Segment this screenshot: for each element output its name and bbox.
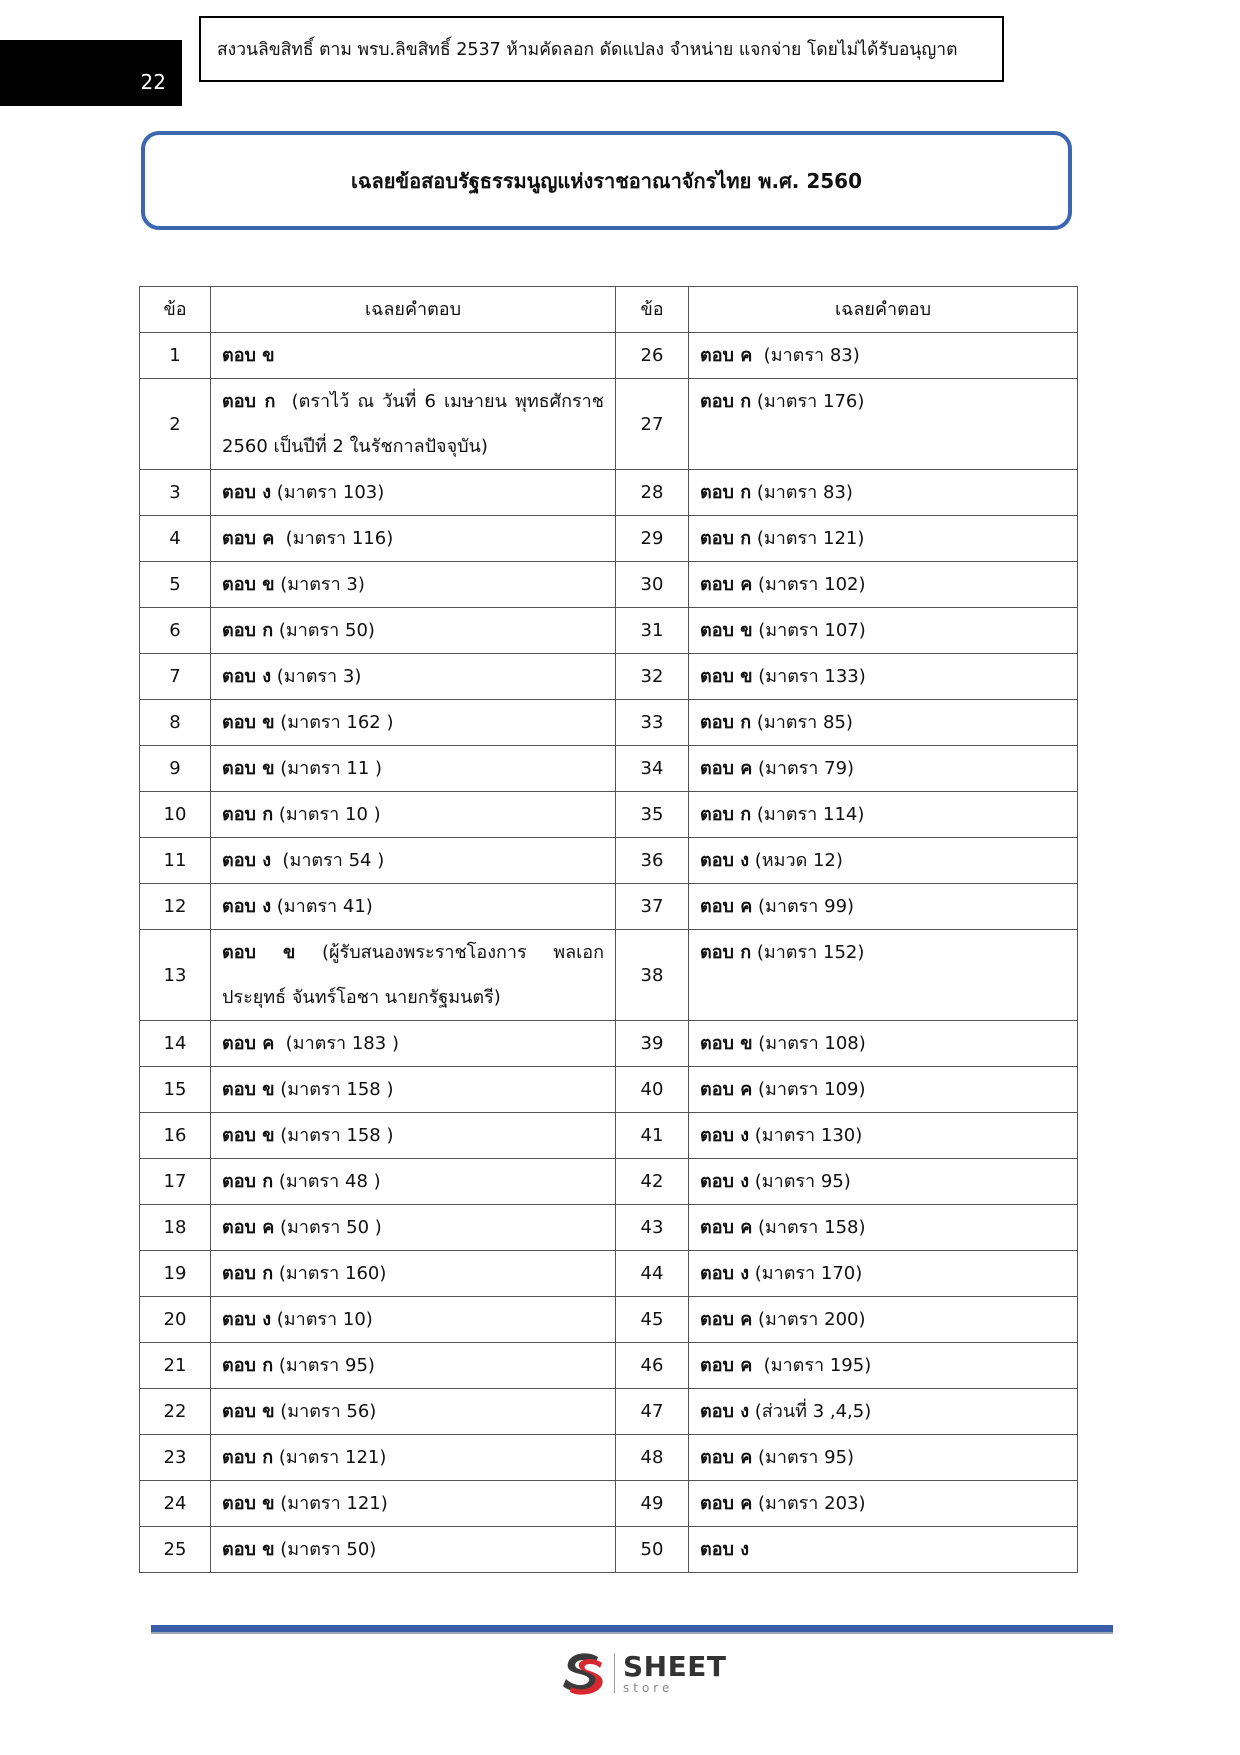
answer-choice: ตอบ ก [700, 804, 752, 825]
answer-cell [211, 700, 616, 746]
answer-reference: (มาตรา 54 ) [270, 850, 385, 871]
answer-reference: (มาตรา 83) [752, 345, 860, 366]
column-header-number: ข้อ [616, 287, 689, 333]
answer-choice: ตอบ ค [700, 1079, 753, 1100]
answer-choice: ตอบ ง [222, 896, 271, 917]
question-number: 24 [140, 1481, 211, 1527]
answer-choice: ตอบ ค [222, 528, 275, 549]
answer-choice: ตอบ ง [700, 1401, 749, 1422]
answer-choice: ตอบ ง [700, 1263, 749, 1284]
question-number: 28 [616, 470, 689, 516]
copyright-notice: สงวนลิขสิทธิ์ ตาม พรบ.ลิขสิทธิ์ 2537 ห้ามคัดลอก ดัดแปลง จำหน่าย แจกจ่าย โดยไม่ได้รับอนุญาต [217, 40, 958, 60]
answer-cell [211, 1021, 616, 1067]
answer-cell [689, 1067, 1078, 1113]
question-number: 1 [140, 333, 211, 379]
answer-reference: (มาตรา 95) [273, 1355, 375, 1376]
answer-reference: (หมวด 12) [748, 850, 843, 871]
question-number: 38 [616, 930, 689, 1021]
answer-cell [689, 1251, 1078, 1297]
answer-cell [211, 1343, 616, 1389]
question-number: 32 [616, 654, 689, 700]
answer-choice: ตอบ ก [222, 1447, 274, 1468]
table-row [140, 1113, 1078, 1159]
answer-reference: (มาตรา 158 ) [274, 1079, 394, 1100]
answer-reference: (ผู้รับสนองพระราชโองการ พลเอก ประยุทธ์ จันทร์โอชา นายกรัฐมนตรี) [222, 942, 610, 1008]
answer-choice: ตอบ ค [222, 1217, 275, 1238]
answer-cell [689, 562, 1078, 608]
answer-choice: ตอบ ก [222, 620, 274, 641]
answer-reference: (มาตรา 10 ) [273, 804, 381, 825]
question-number: 50 [616, 1527, 689, 1573]
question-number: 34 [616, 746, 689, 792]
answer-cell [689, 1297, 1078, 1343]
answer-choice: ตอบ ค [700, 345, 753, 366]
answer-reference: (มาตรา 95) [752, 1447, 855, 1468]
answer-choice: ตอบ ข [222, 712, 275, 733]
answer-choice: ตอบ ก [222, 804, 274, 825]
answer-cell [211, 1205, 616, 1251]
answer-reference: (มาตรา 130) [748, 1125, 863, 1146]
answer-reference: (มาตรา 121) [273, 1447, 387, 1468]
answer-choice: ตอบ ก [222, 1171, 274, 1192]
answer-choice: ตอบ ก [222, 391, 276, 412]
table-row [140, 608, 1078, 654]
answer-cell [689, 1389, 1078, 1435]
answer-reference: (มาตรา 11 ) [274, 758, 383, 779]
answer-reference: (มาตรา 176) [751, 391, 865, 412]
answer-choice: ตอบ ง [700, 1171, 749, 1192]
sheet-store-logo-icon [558, 1648, 608, 1698]
answer-key-table [139, 286, 1078, 1573]
table-row [140, 1067, 1078, 1113]
column-header-answer: เฉลยคำตอบ [211, 287, 616, 333]
question-number: 29 [616, 516, 689, 562]
answer-choice: ตอบ ค [700, 1355, 753, 1376]
answer-cell [211, 1067, 616, 1113]
answer-cell [689, 746, 1078, 792]
answer-reference: (มาตรา 102) [752, 574, 866, 595]
answer-choice: ตอบ ง [700, 1539, 749, 1560]
table-row [140, 1297, 1078, 1343]
sheet-store-logo [558, 1648, 726, 1698]
answer-choice: ตอบ ข [222, 1539, 275, 1560]
table-row [140, 1435, 1078, 1481]
table-row [140, 1205, 1078, 1251]
answer-cell [689, 1021, 1078, 1067]
question-number: 42 [616, 1159, 689, 1205]
answer-reference: (ตราไว้ ณ วันที่ 6 เมษายน พุทธศักราช 2560 เป็นปีที่ 2 ในรัชกาลปัจจุบัน) [222, 391, 610, 457]
answer-reference: (มาตรา 103) [270, 482, 385, 503]
table-row [140, 654, 1078, 700]
question-number: 8 [140, 700, 211, 746]
question-number: 44 [616, 1251, 689, 1297]
answer-choice: ตอบ ก [700, 528, 752, 549]
answer-reference: (มาตรา 83) [751, 482, 853, 503]
question-number: 41 [616, 1113, 689, 1159]
answer-reference: (มาตรา 109) [752, 1079, 866, 1100]
question-number: 33 [616, 700, 689, 746]
question-number: 19 [140, 1251, 211, 1297]
answer-cell [211, 1527, 616, 1573]
footer-divider [151, 1625, 1113, 1634]
answer-choice: ตอบ ง [222, 482, 271, 503]
answer-choice: ตอบ ก [700, 482, 752, 503]
question-number: 26 [616, 333, 689, 379]
answer-rows [140, 333, 1078, 1573]
answer-choice: ตอบ ค [700, 574, 753, 595]
answer-cell [689, 470, 1078, 516]
answer-choice: ตอบ ข [222, 758, 275, 779]
title-box [141, 131, 1072, 230]
question-number: 5 [140, 562, 211, 608]
table-row [140, 470, 1078, 516]
page-number-badge [0, 40, 182, 106]
answer-choice: ตอบ ข [222, 1125, 275, 1146]
table-row [140, 1481, 1078, 1527]
question-number: 43 [616, 1205, 689, 1251]
answer-choice: ตอบ ค [700, 1493, 753, 1514]
answer-reference: (มาตรา 50 ) [274, 1217, 382, 1238]
table-row [140, 1159, 1078, 1205]
copyright-header [199, 16, 1004, 82]
answer-reference: (มาตรา 162 ) [274, 712, 394, 733]
answer-reference: (มาตรา 79) [752, 758, 855, 779]
answer-cell [689, 516, 1078, 562]
answer-cell [211, 884, 616, 930]
answer-reference: (มาตรา 3) [274, 574, 365, 595]
answer-cell [211, 1481, 616, 1527]
question-number: 40 [616, 1067, 689, 1113]
answer-choice: ตอบ ค [700, 1309, 753, 1330]
table-row [140, 516, 1078, 562]
answer-cell [211, 1113, 616, 1159]
question-number: 48 [616, 1435, 689, 1481]
answer-reference: (มาตรา 107) [752, 620, 866, 641]
answer-reference: (มาตรา 50) [273, 620, 375, 641]
table-row [140, 562, 1078, 608]
question-number: 18 [140, 1205, 211, 1251]
answer-choice: ตอบ ค [700, 1217, 753, 1238]
question-number: 21 [140, 1343, 211, 1389]
logo-subtitle: store [623, 1680, 674, 1695]
question-number: 11 [140, 838, 211, 884]
answer-reference: (มาตรา 10) [270, 1309, 373, 1330]
answer-reference: (มาตรา 158 ) [274, 1125, 394, 1146]
answer-cell [689, 930, 1078, 1021]
answer-cell [689, 1159, 1078, 1205]
answer-reference: (มาตรา 41) [270, 896, 373, 917]
table-row [140, 792, 1078, 838]
answer-choice: ตอบ ก [222, 1355, 274, 1376]
question-number: 36 [616, 838, 689, 884]
answer-reference: (มาตรา 203) [752, 1493, 866, 1514]
answer-choice: ตอบ ข [222, 1401, 275, 1422]
answer-reference: (มาตรา 152) [751, 942, 865, 963]
question-number: 15 [140, 1067, 211, 1113]
answer-cell [211, 516, 616, 562]
answer-reference: (มาตรา 50) [274, 1539, 377, 1560]
answer-reference: (มาตรา 121) [751, 528, 865, 549]
table-row [140, 1527, 1078, 1573]
answer-choice: ตอบ ข [222, 345, 275, 366]
logo-text [623, 1649, 727, 1695]
question-number: 3 [140, 470, 211, 516]
answer-cell [689, 1435, 1078, 1481]
question-number: 30 [616, 562, 689, 608]
answer-reference: (มาตรา 133) [752, 666, 866, 687]
question-number: 39 [616, 1021, 689, 1067]
table-header-row [140, 287, 1078, 333]
answer-choice: ตอบ ค [700, 1447, 753, 1468]
answer-cell [211, 333, 616, 379]
answer-cell [689, 700, 1078, 746]
answer-cell [211, 792, 616, 838]
answer-cell [689, 1527, 1078, 1573]
answer-cell [211, 608, 616, 654]
answer-choice: ตอบ ง [700, 850, 749, 871]
answer-reference: (มาตรา 158) [752, 1217, 866, 1238]
question-number: 17 [140, 1159, 211, 1205]
answer-cell [211, 838, 616, 884]
answer-cell [689, 654, 1078, 700]
answer-cell [211, 1159, 616, 1205]
answer-cell [689, 333, 1078, 379]
question-number: 13 [140, 930, 211, 1021]
answer-reference: (มาตรา 170) [748, 1263, 863, 1284]
question-number: 10 [140, 792, 211, 838]
answer-choice: ตอบ ค [700, 896, 753, 917]
question-number: 12 [140, 884, 211, 930]
answer-reference: (มาตรา 85) [751, 712, 853, 733]
answer-cell [689, 1205, 1078, 1251]
page-title: เฉลยข้อสอบรัฐธรรมนูญแห่งราชอาณาจักรไทย พ.ศ. 2560 [350, 168, 862, 193]
question-number: 27 [616, 379, 689, 470]
answer-reference: (มาตรา 183 ) [274, 1033, 399, 1054]
answer-choice: ตอบ ข [700, 1033, 753, 1054]
answer-cell [689, 1113, 1078, 1159]
answer-choice: ตอบ ข [700, 620, 753, 641]
answer-choice: ตอบ ง [222, 666, 271, 687]
answer-reference: (มาตรา 121) [274, 1493, 388, 1514]
answer-cell [211, 1297, 616, 1343]
answer-cell [211, 1389, 616, 1435]
answer-reference: (มาตรา 160) [273, 1263, 387, 1284]
question-number: 20 [140, 1297, 211, 1343]
answer-cell [689, 608, 1078, 654]
answer-choice: ตอบ ข [222, 1493, 275, 1514]
table-row [140, 1021, 1078, 1067]
table-row [140, 379, 1078, 470]
answer-choice: ตอบ ข [222, 574, 275, 595]
answer-cell [689, 379, 1078, 470]
logo-divider [614, 1653, 615, 1693]
table-row [140, 884, 1078, 930]
answer-cell [211, 1251, 616, 1297]
question-number: 7 [140, 654, 211, 700]
question-number: 4 [140, 516, 211, 562]
table-row [140, 1251, 1078, 1297]
question-number: 35 [616, 792, 689, 838]
answer-choice: ตอบ ค [700, 758, 753, 779]
answer-choice: ตอบ ข [222, 1079, 275, 1100]
answer-choice: ตอบ ก [700, 942, 752, 963]
answer-reference: (มาตรา 3) [270, 666, 362, 687]
answer-choice: ตอบ ง [222, 850, 271, 871]
answer-reference: (มาตรา 48 ) [273, 1171, 381, 1192]
answer-cell [211, 470, 616, 516]
answer-cell [211, 654, 616, 700]
answer-cell [689, 1343, 1078, 1389]
answer-cell [211, 379, 616, 470]
question-number: 25 [140, 1527, 211, 1573]
question-number: 16 [140, 1113, 211, 1159]
answer-reference: (มาตรา 56) [274, 1401, 377, 1422]
question-number: 22 [140, 1389, 211, 1435]
answer-choice: ตอบ ข [700, 666, 753, 687]
answer-reference: (ส่วนที่ 3 ,4,5) [748, 1401, 872, 1422]
answer-reference: (มาตรา 116) [274, 528, 394, 549]
answer-cell [211, 930, 616, 1021]
answer-choice: ตอบ ก [222, 1263, 274, 1284]
answer-reference: (มาตรา 99) [752, 896, 855, 917]
answer-cell [211, 562, 616, 608]
answer-choice: ตอบ ง [222, 1309, 271, 1330]
answer-choice: ตอบ ง [700, 1125, 749, 1146]
question-number: 46 [616, 1343, 689, 1389]
table-row [140, 746, 1078, 792]
answer-cell [211, 746, 616, 792]
answer-reference: (มาตรา 195) [752, 1355, 872, 1376]
table-row [140, 930, 1078, 1021]
table-row [140, 333, 1078, 379]
table-row [140, 1343, 1078, 1389]
answer-cell [689, 792, 1078, 838]
answer-choice: ตอบ ก [700, 712, 752, 733]
answer-reference: (มาตรา 200) [752, 1309, 866, 1330]
question-number: 31 [616, 608, 689, 654]
answer-cell [689, 884, 1078, 930]
question-number: 37 [616, 884, 689, 930]
question-number: 23 [140, 1435, 211, 1481]
question-number: 9 [140, 746, 211, 792]
table-row [140, 700, 1078, 746]
column-header-number: ข้อ [140, 287, 211, 333]
answer-reference: (มาตรา 95) [748, 1171, 851, 1192]
question-number: 2 [140, 379, 211, 470]
table-row [140, 838, 1078, 884]
answer-reference: (มาตรา 108) [752, 1033, 866, 1054]
answer-cell [689, 838, 1078, 884]
question-number: 45 [616, 1297, 689, 1343]
page-number: 22 [140, 70, 166, 94]
answer-choice: ตอบ ก [700, 391, 752, 412]
answer-choice: ตอบ ค [222, 1033, 275, 1054]
answer-choice: ตอบ ข [222, 942, 296, 963]
logo-brand: SHEET [623, 1649, 727, 1683]
question-number: 6 [140, 608, 211, 654]
table-row [140, 1389, 1078, 1435]
column-header-answer: เฉลยคำตอบ [689, 287, 1078, 333]
question-number: 14 [140, 1021, 211, 1067]
question-number: 47 [616, 1389, 689, 1435]
question-number: 49 [616, 1481, 689, 1527]
answer-cell [689, 1481, 1078, 1527]
answer-cell [211, 1435, 616, 1481]
answer-reference: (มาตรา 114) [751, 804, 865, 825]
